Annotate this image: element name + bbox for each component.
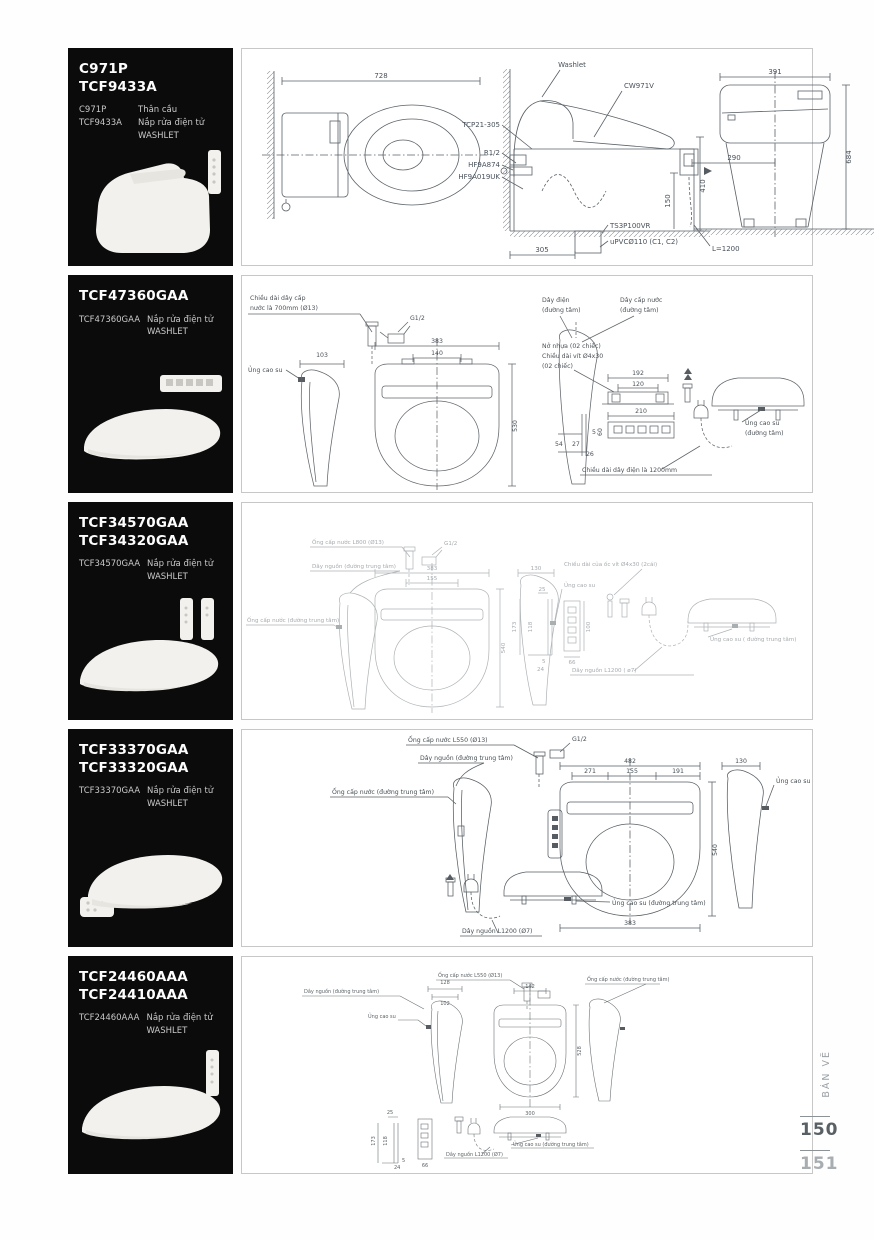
product-title: C971P [79, 61, 128, 77]
callout-anchor: Nở nhựa (02 chiếc) [542, 343, 601, 350]
callout-power: Dây nguồn (đường trung tâm) [304, 989, 380, 995]
side-profile-right [722, 762, 774, 908]
side-profile-right [559, 316, 634, 484]
dim-label: 410 [699, 179, 707, 193]
seat-front-view [688, 599, 776, 637]
callout-cw971v: CW971V [624, 82, 654, 90]
product-spec [79, 314, 222, 340]
dim-label: 210 [635, 408, 647, 415]
dim-label: 103 [316, 352, 328, 359]
callout-screw-length: Chiều dài của ốc vít Ø4x30 (2cái) [564, 562, 658, 568]
product-code: TCF34570GAA [79, 559, 141, 570]
callout-supply: Ống cấp nước L800 (Ø13) [312, 540, 384, 546]
callout-g12: G1/2 [444, 541, 458, 547]
product-desc: Nắp rửa điện tử [147, 314, 214, 325]
dim-label: 528 [577, 1046, 583, 1056]
mounting-parts [520, 569, 694, 675]
callout-hf9a874: HF9A874 [468, 161, 500, 169]
dim-label: 130 [735, 758, 747, 765]
callout-washlet: Washlet [558, 61, 586, 69]
product-row-c971p [68, 48, 853, 266]
callout-boot-center: Ủng cao su [745, 420, 780, 427]
callout-leaders [302, 980, 660, 1026]
dim-label: 173 [512, 621, 518, 633]
page-number-next: 151 [800, 1154, 839, 1174]
dim-label: 192 [632, 370, 644, 377]
product-desc: Nắp rửa điện tử [138, 117, 205, 128]
callout-water: Dây cấp nước [620, 297, 663, 304]
dim-label: 128 [440, 980, 450, 986]
callout-l1200: L=1200 [712, 245, 740, 253]
product-spec [79, 785, 222, 811]
callout-leaders [246, 547, 410, 629]
dim-label: 118 [528, 621, 534, 633]
product-desc: Thân cầu [138, 105, 178, 116]
product-desc: WASHLET [147, 327, 188, 338]
callout-cord-length: Chiều dài dây điện là 1200mm [582, 467, 678, 474]
callout-power-cord: Dây nguồn L1200 (Ø7) [446, 1152, 503, 1158]
callout-tcp21-305: TCP21-305 [462, 121, 500, 129]
dim-label: 120 [632, 381, 644, 388]
product-title: TCF33320GAA [79, 759, 189, 776]
callout-ts3p100vr: TS3P100VR [610, 222, 651, 230]
product-photo-washlet [68, 1042, 233, 1174]
water-hose [366, 322, 410, 364]
front-view [670, 71, 874, 246]
dim-label: 540 [712, 844, 719, 856]
product-code: TCF47360GAA [79, 314, 141, 325]
drawing-c971p [242, 49, 853, 265]
drawing-tcf24460aaa [242, 957, 812, 1173]
technical-drawing [241, 275, 813, 493]
product-desc: Nắp rửa điện tử [147, 786, 214, 797]
callout-boot: Ủng cao su [776, 778, 811, 785]
dim-label: 383 [431, 338, 443, 345]
dim-label: 5 [592, 429, 596, 436]
product-panel [68, 275, 233, 493]
dim-label: 54 [555, 441, 563, 448]
product-row-tcf34570gaa [68, 502, 813, 720]
callout-screw: (02 chiếc) [542, 363, 573, 370]
callout-boot-center: Ủng cao su ( đường trung tâm) [710, 637, 797, 643]
product-desc: WASHLET [147, 798, 188, 809]
product-title: TCF24410AAA [79, 986, 188, 1003]
callout-water: Ống cấp nước (đường trung tâm) [247, 618, 340, 624]
water-hose [534, 743, 570, 788]
seat-front-view [446, 872, 610, 936]
dim-label: 383 [624, 920, 636, 927]
callout-upvc: uPVCØ110 (C1, C2) [610, 238, 679, 246]
product-spec [79, 558, 222, 584]
product-desc: Nắp rửa điện tử [147, 559, 214, 570]
supply-callout [248, 314, 372, 332]
product-panel [68, 502, 233, 720]
product-code: C971P [79, 105, 107, 116]
product-row-tcf33370gaa [68, 729, 813, 947]
side-profile-right [589, 999, 625, 1101]
dim-label: 191 [672, 768, 684, 775]
dim-label: 150 [664, 194, 672, 208]
callout-water: Ống cấp nước (đường trung tâm) [587, 977, 670, 983]
callout-screw: Chiều dài vít Ø4x30 [542, 353, 604, 360]
dim-label: 5 [402, 1158, 406, 1164]
page-numbers [800, 1116, 848, 1184]
callout-power: Dây nguồn (đường trung tâm) [420, 755, 513, 762]
top-view [375, 563, 504, 713]
dim-label: 155 [426, 576, 438, 582]
product-panel [68, 956, 233, 1174]
callout-boot-center: Ủng cao su (đường trung tâm) [513, 1142, 589, 1148]
product-panel [68, 48, 233, 266]
product-title: TCF34320GAA [79, 532, 189, 549]
callout-water: Ống cấp nước (đường trung tâm) [332, 789, 435, 796]
dim-label: 118 [383, 1136, 389, 1146]
side-profile-left [286, 360, 344, 486]
technical-drawing [241, 729, 813, 947]
product-photo-washlet [68, 588, 233, 720]
side-view [501, 69, 710, 259]
callout-supply-length: Chiều dài dây cấp [250, 295, 306, 302]
product-desc: WASHLET [138, 130, 179, 141]
dim-label: 24 [537, 667, 545, 673]
dim-label: 60 [597, 428, 604, 436]
front-view [494, 983, 579, 1110]
dim-label: 383 [426, 566, 438, 572]
callout-supply-length: nước là 700mm (Ø13) [250, 305, 318, 312]
technical-drawing [241, 48, 853, 266]
dim-label: 482 [624, 758, 636, 765]
product-desc: WASHLET [147, 571, 188, 582]
dim-label: 100 [586, 621, 592, 633]
dim-label: 305 [535, 246, 549, 254]
page-number-current: 150 [800, 1120, 839, 1140]
section-label-vertical: BẢN VẼ [821, 1050, 832, 1098]
dim-label: 155 [626, 768, 638, 775]
callout-r12: R1/2 [483, 149, 500, 157]
technical-drawing [241, 956, 813, 1174]
product-desc: WASHLET [146, 1025, 188, 1036]
top-view [375, 338, 516, 490]
dim-label: 27 [572, 441, 580, 448]
dim-label: 290 [727, 154, 741, 162]
callout-boot: Ủng cao su [564, 583, 596, 589]
callout-power: Dây nguồn (đường trung tâm) [312, 564, 396, 570]
product-desc: Nắp rửa điện tử [146, 1013, 213, 1024]
product-photo-washlet [68, 361, 233, 493]
callout-supply: Ống cấp nước L550 (Ø13) [408, 737, 488, 744]
dim-label: 102 [440, 1001, 450, 1007]
drawing-tcf47360gaa [242, 276, 812, 492]
product-photo-toilet [68, 134, 233, 266]
product-title: TCF34570GAA [79, 515, 189, 531]
callout-wire: (đường tâm) [542, 307, 581, 314]
drawing-tcf34570gaa [242, 503, 812, 719]
drawing-tcf33370gaa [242, 730, 812, 946]
dim-label: 391 [768, 68, 782, 76]
callout-power-cord: Dây nguồn L1200 ( ø7) [572, 668, 637, 674]
dim-label: 140 [431, 350, 443, 357]
remote-control [180, 598, 193, 640]
product-code: TCF33370GAA [79, 786, 141, 797]
dim-label: 728 [374, 72, 388, 80]
dim-label: 684 [845, 150, 853, 164]
callout-boot: Ủng cao su [368, 1014, 396, 1020]
dim-label: 66 [421, 1163, 429, 1169]
dim-label: 25 [386, 1110, 394, 1116]
product-row-tcf24460aaa [68, 956, 813, 1174]
product-code: TCF24460AAA [79, 1013, 140, 1024]
product-title: TCF9433A [79, 78, 157, 95]
remote-control [208, 150, 221, 194]
product-panel [68, 729, 233, 947]
page-number-divider [800, 1150, 830, 1151]
callout-g12: G1/2 [572, 736, 587, 743]
dim-label: 5 [542, 659, 546, 665]
callout-wire: Dây điện [542, 297, 570, 304]
dim-label: 530 [512, 420, 519, 432]
callout-boot: Ủng cao su [248, 367, 283, 374]
dim-label: 25 [538, 587, 546, 593]
product-spec [79, 1012, 222, 1038]
callout-boot-center: (đường tâm) [745, 430, 784, 437]
dim-label: 300 [525, 1111, 535, 1117]
product-title: TCF24460AAA [79, 969, 188, 985]
callout-g12: G1/2 [410, 315, 425, 322]
dim-label: 271 [584, 768, 596, 775]
dim-label: 130 [530, 566, 542, 572]
page-number-divider [800, 1116, 830, 1117]
technical-drawing [241, 502, 813, 720]
product-row-tcf47360gaa [68, 275, 813, 493]
dim-label: 142 [525, 984, 535, 990]
dim-label: 26 [586, 451, 594, 458]
callout-supply: Ống cấp nước L550 (Ø13) [438, 973, 503, 979]
dim-label: 540 [501, 642, 507, 654]
dim-label: 66 [568, 660, 576, 666]
product-title: TCF33370GAA [79, 742, 189, 758]
remote-control [201, 598, 214, 640]
product-photo-washlet [68, 815, 233, 947]
dim-label: 173 [371, 1136, 377, 1146]
callout-hf9a019uk: HF9A019UK [458, 173, 500, 181]
product-title: TCF47360GAA [79, 288, 189, 304]
callout-water: (đường tâm) [620, 307, 659, 314]
top-view [262, 71, 494, 219]
callout-boot-center: Ủng cao su (đường trung tâm) [612, 900, 706, 907]
side-profile-left [336, 593, 377, 709]
callout-power-cord: Dây nguồn L1200 (Ø7) [462, 928, 533, 935]
product-code: TCF9433A [79, 117, 122, 128]
dim-label: 24 [394, 1165, 401, 1171]
